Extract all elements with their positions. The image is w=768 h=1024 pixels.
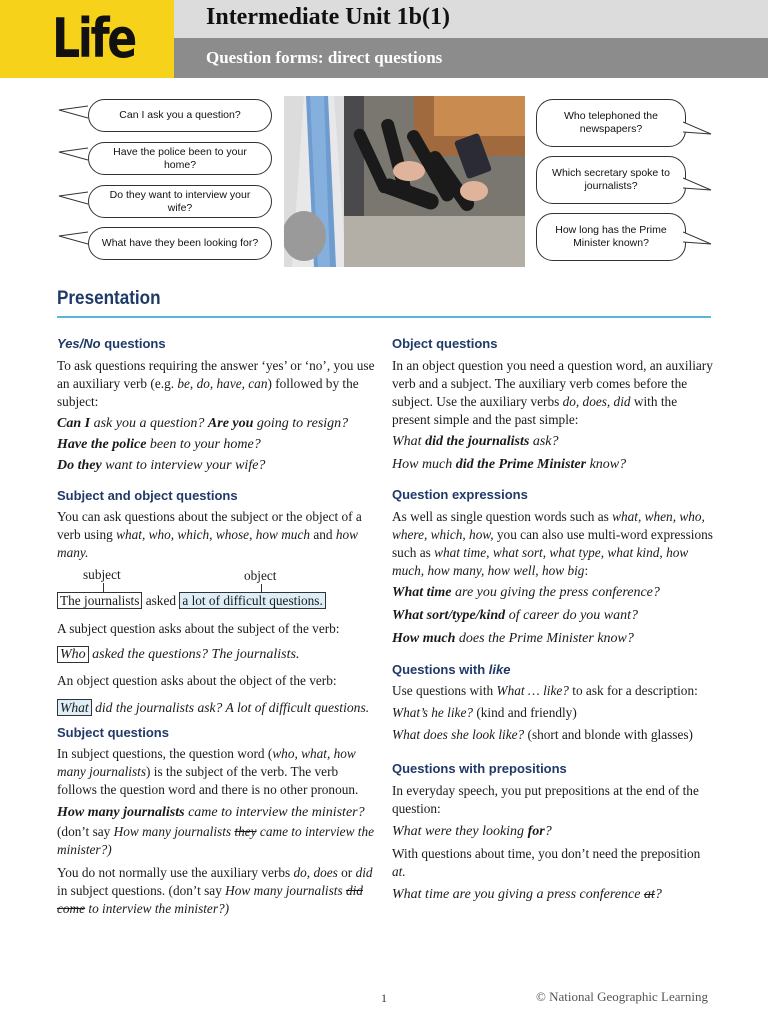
example: What time are you giving a press conference at?: [392, 887, 662, 902]
bubble-tail: [58, 230, 88, 246]
life-logo: Life: [52, 7, 135, 70]
example: Who asked the questions? The journalists.: [57, 644, 377, 665]
bubble-tail: [58, 190, 88, 206]
example: Do they want to interview your wife?: [57, 458, 266, 473]
bubble-tail: [58, 104, 88, 120]
example: What did the journalists ask? A lot of difficult questions.: [57, 697, 377, 718]
paragraph: As well as single question words such as what, when, who, where, which, how, you can also use multi-word expressions such as what time, what sort, what type, what kind, how much, how many, how well, how big:: [392, 509, 713, 578]
example-sentence: The journalists asked a lot of difficult questions.: [57, 592, 326, 610]
bubble-tail: [58, 146, 88, 162]
section-title: Presentation: [57, 288, 161, 309]
example: Have the police been to your home?: [57, 437, 261, 452]
speech-bubble: Which secretary spoke to journalists?: [536, 156, 686, 204]
subject-pointer: [103, 583, 104, 592]
copyright: © National Geographic Learning: [536, 989, 708, 1004]
heading-questions-with-like: Questions with like: [392, 662, 511, 677]
paragraph: With questions about time, you don’t need the preposition at.: [392, 846, 701, 879]
example: What time are you giving the press conference?: [392, 585, 660, 600]
heading-subject-questions: Subject questions: [57, 725, 169, 740]
example: Can I ask you a question? Are you going to resign?: [57, 416, 349, 431]
heading-question-expressions: Question expressions: [392, 487, 528, 502]
heading-yes-no-questions: Yes/No questions: [57, 336, 166, 351]
label-subject: subject: [83, 567, 121, 582]
speech-bubble: How long has the Prime Minister known?: [536, 213, 686, 261]
example: How much did the Prime Minister know?: [392, 457, 627, 472]
object-pointer: [261, 584, 262, 592]
title-bar: [174, 0, 768, 38]
heading-questions-with-prepositions: Questions with prepositions: [392, 761, 567, 776]
subject-object-diagram: [57, 566, 377, 610]
right-column: [392, 336, 717, 905]
paragraph: In an object question you need a question word, an auxiliary verb and a subject. The auxiliary verb comes before the subject. Use the auxiliary verbs do, does, did with the present simple and the past simple:: [392, 358, 713, 427]
page-subtitle: Question forms: direct questions: [206, 48, 443, 67]
speech-bubble: Do they want to interview your wife?: [88, 185, 272, 218]
bubble-tail: [683, 230, 713, 246]
paragraph: In everyday speech, you put prepositions at the end of the question:: [392, 783, 699, 816]
bubble-tail: [683, 176, 713, 192]
speech-bubble: Who telephoned the newspapers?: [536, 99, 686, 147]
bubble-tail: [683, 120, 713, 136]
page-title: Intermediate Unit 1b(1): [206, 4, 450, 30]
subject-box: The journalists: [57, 592, 142, 609]
left-column: [57, 336, 377, 918]
example: What did the journalists ask?: [392, 434, 559, 449]
paragraph: In subject questions, the question word (who, what, how many journalists) is the subject of the verb. The verb follows the question word and there is no other pronoun.: [57, 746, 359, 797]
example: What’s he like? (kind and friendly): [392, 705, 577, 720]
microphones-illustration: [284, 96, 525, 267]
paragraph: You do not normally use the auxiliary verbs do, does or did in subject questions. (don’t say How many journalists did come to interview the minister?): [57, 865, 373, 916]
paragraph: A subject question asks about the subject of the verb:: [57, 621, 340, 636]
example: What were they looking for?: [392, 824, 552, 839]
speech-bubble: Have the police been to your home?: [88, 142, 272, 175]
note: (don’t say How many journalists they came to interview the minister?): [57, 824, 375, 857]
speech-bubble: What have they been looking for?: [88, 227, 272, 260]
example: What sort/type/kind of career do you want?: [392, 608, 639, 623]
heading-object-questions: Object questions: [392, 336, 498, 351]
paragraph: To ask questions requiring the answer ‘yes’ or ‘no’, you use an auxiliary verb (e.g. be, do, have, can) followed by the subject:: [57, 358, 375, 409]
section-rule: [57, 316, 711, 318]
example: How much does the Prime Minister know?: [392, 631, 634, 646]
logo-block: [0, 0, 174, 78]
press-conference-photo: [284, 96, 525, 267]
subtitle-bar: [174, 38, 768, 78]
paragraph: An object question asks about the object of the verb:: [57, 673, 337, 688]
page-number: 1: [381, 991, 387, 1005]
heading-subject-object-questions: Subject and object questions: [57, 488, 238, 503]
example: How many journalists came to interview the minister?: [57, 805, 365, 820]
paragraph: Use questions with What … like? to ask for a description:: [392, 683, 698, 698]
example: What does she look like? (short and blonde with glasses): [392, 727, 693, 742]
speech-bubble: Can I ask you a question?: [88, 99, 272, 132]
paragraph: You can ask questions about the subject or the object of a verb using what, who, which, whose, how much and how many.: [57, 509, 362, 560]
label-object: object: [244, 568, 277, 583]
object-box: a lot of difficult questions.: [179, 592, 325, 609]
